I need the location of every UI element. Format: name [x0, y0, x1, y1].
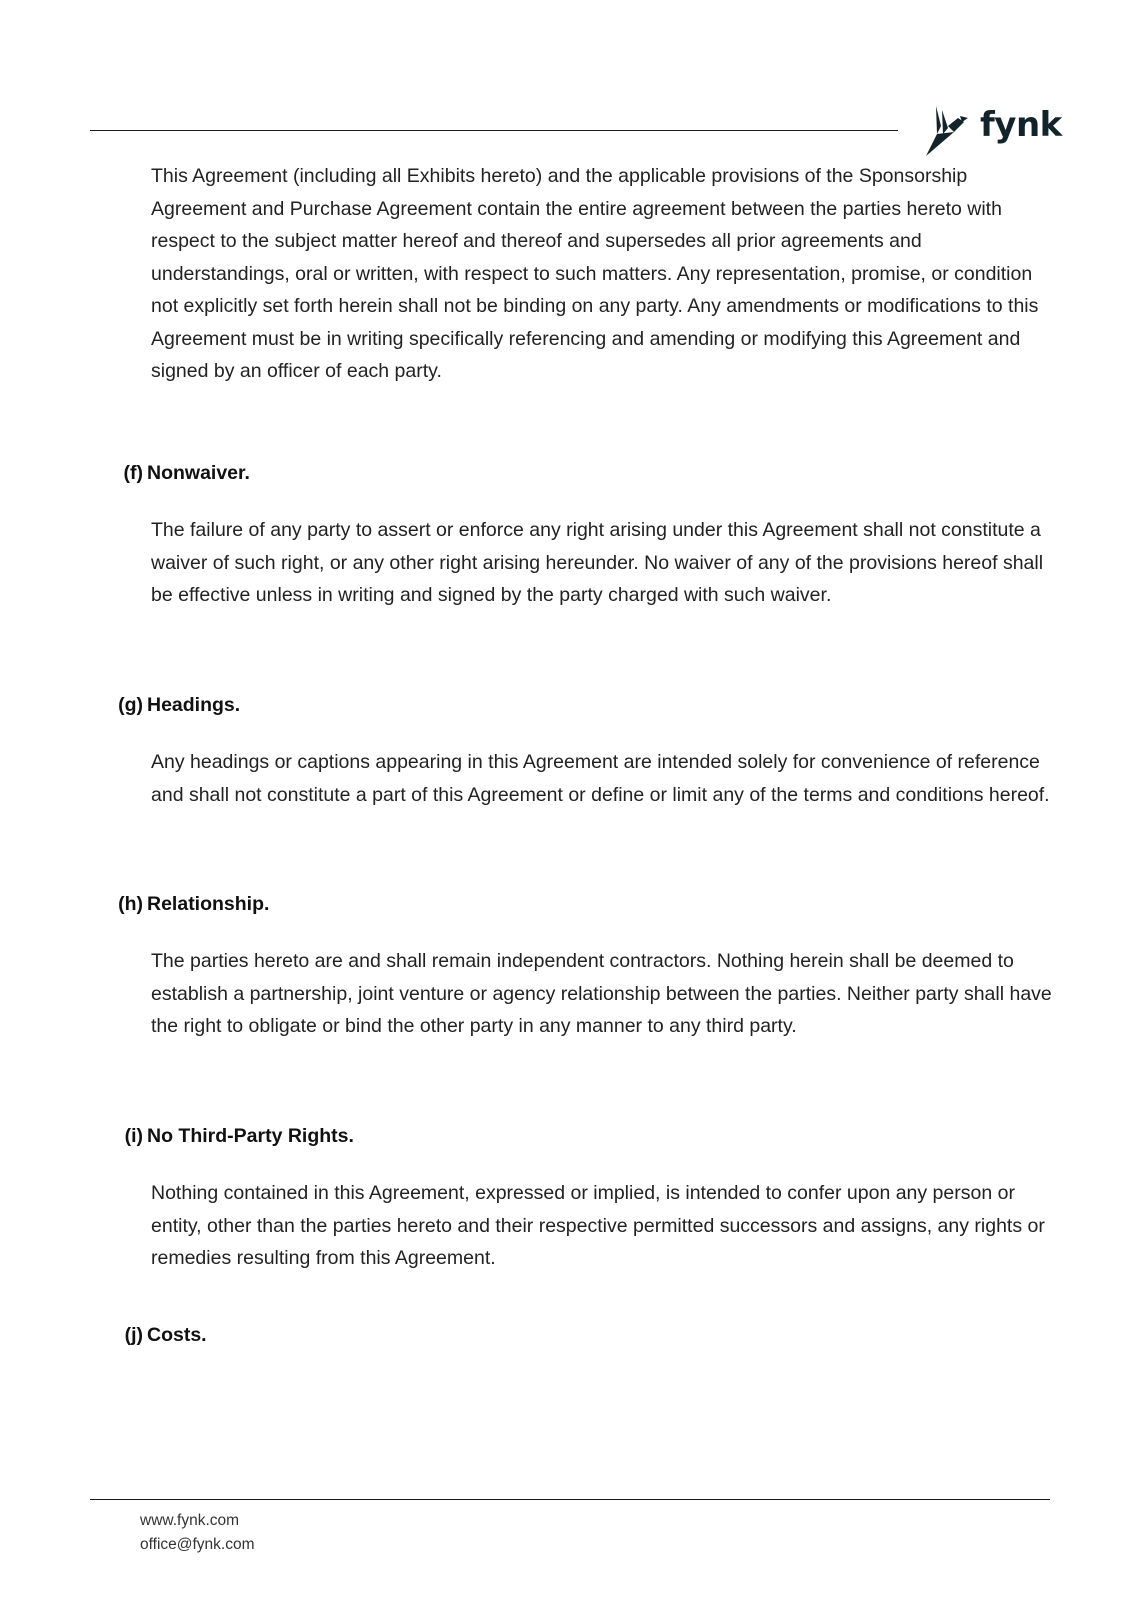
section-paragraph-third-party: Nothing contained in this Agreement, expressed or implied, is intended to confer upon any person or entity, other than the parties hereto and their respective permitted successors and assigns, any rights or remedies resulting from this Agreement.: [151, 1182, 1045, 1269]
fynk-bird-icon: [924, 104, 976, 158]
section-title: No Third-Party Rights.: [147, 1125, 354, 1147]
footer-email-link[interactable]: office@fynk.com: [140, 1536, 255, 1553]
section-heading-costs: [108, 1322, 207, 1348]
section-paragraph-headings: Any headings or captions appearing in this Agreement are intended solely for convenience of reference and shall not constitute a part of this Agreement or define or limit any of the terms and conditions hereof.: [151, 751, 1050, 806]
section-number: (i): [124, 1125, 143, 1147]
section-paragraph-relationship: The parties hereto are and shall remain independent contractors. Nothing herein shall be deemed to establish a partnership, joint venture or agency relationship between the parties. Neither party shall have the right to obligate or bind the other party in any manner to any third party.: [151, 950, 1052, 1037]
fynk-logo: [924, 104, 1062, 160]
section-title: Nonwaiver.: [147, 462, 250, 484]
section-number: (f): [123, 462, 143, 484]
section-heading-headings: [108, 692, 240, 718]
header-divider: [90, 130, 898, 131]
section-number: (g): [118, 694, 143, 716]
footer: [140, 1509, 255, 1557]
intro-paragraph: This Agreement (including all Exhibits hereto) and the applicable provisions of the Sponsorship Agreement and Purchase Agreement contain the entire agreement between the parties hereto with respect to the subject matter hereof and thereof and supersedes all prior agreements and understandings, oral or written, with respect to such matters. Any representation, promise, or condition not explicitly set forth herein shall not be binding on any party. Any amendments or modifications to this Agreement must be in writing specifically referencing and amending or modifying this Agreement and signed by an officer of each party.: [151, 165, 1039, 382]
section-heading-third-party: [108, 1123, 354, 1149]
footer-divider: [90, 1499, 1050, 1500]
section-paragraph-nonwaiver: The failure of any party to assert or enforce any right arising under this Agreement shall not constitute a waiver of such right, or any other right arising hereunder. No waiver of any of the provisions hereof shall be effective unless in writing and signed by the party charged with such waiver.: [151, 519, 1044, 606]
logo-wordmark: fynk: [980, 105, 1062, 145]
section-heading-nonwaiver: [108, 460, 250, 486]
section-title: Relationship.: [147, 893, 270, 915]
section-heading-relationship: [108, 891, 269, 917]
footer-website-link[interactable]: www.fynk.com: [140, 1512, 240, 1529]
section-number: (j): [124, 1324, 143, 1346]
section-title: Headings.: [147, 694, 241, 716]
section-title: Costs.: [147, 1324, 207, 1346]
section-number: (h): [118, 893, 143, 915]
